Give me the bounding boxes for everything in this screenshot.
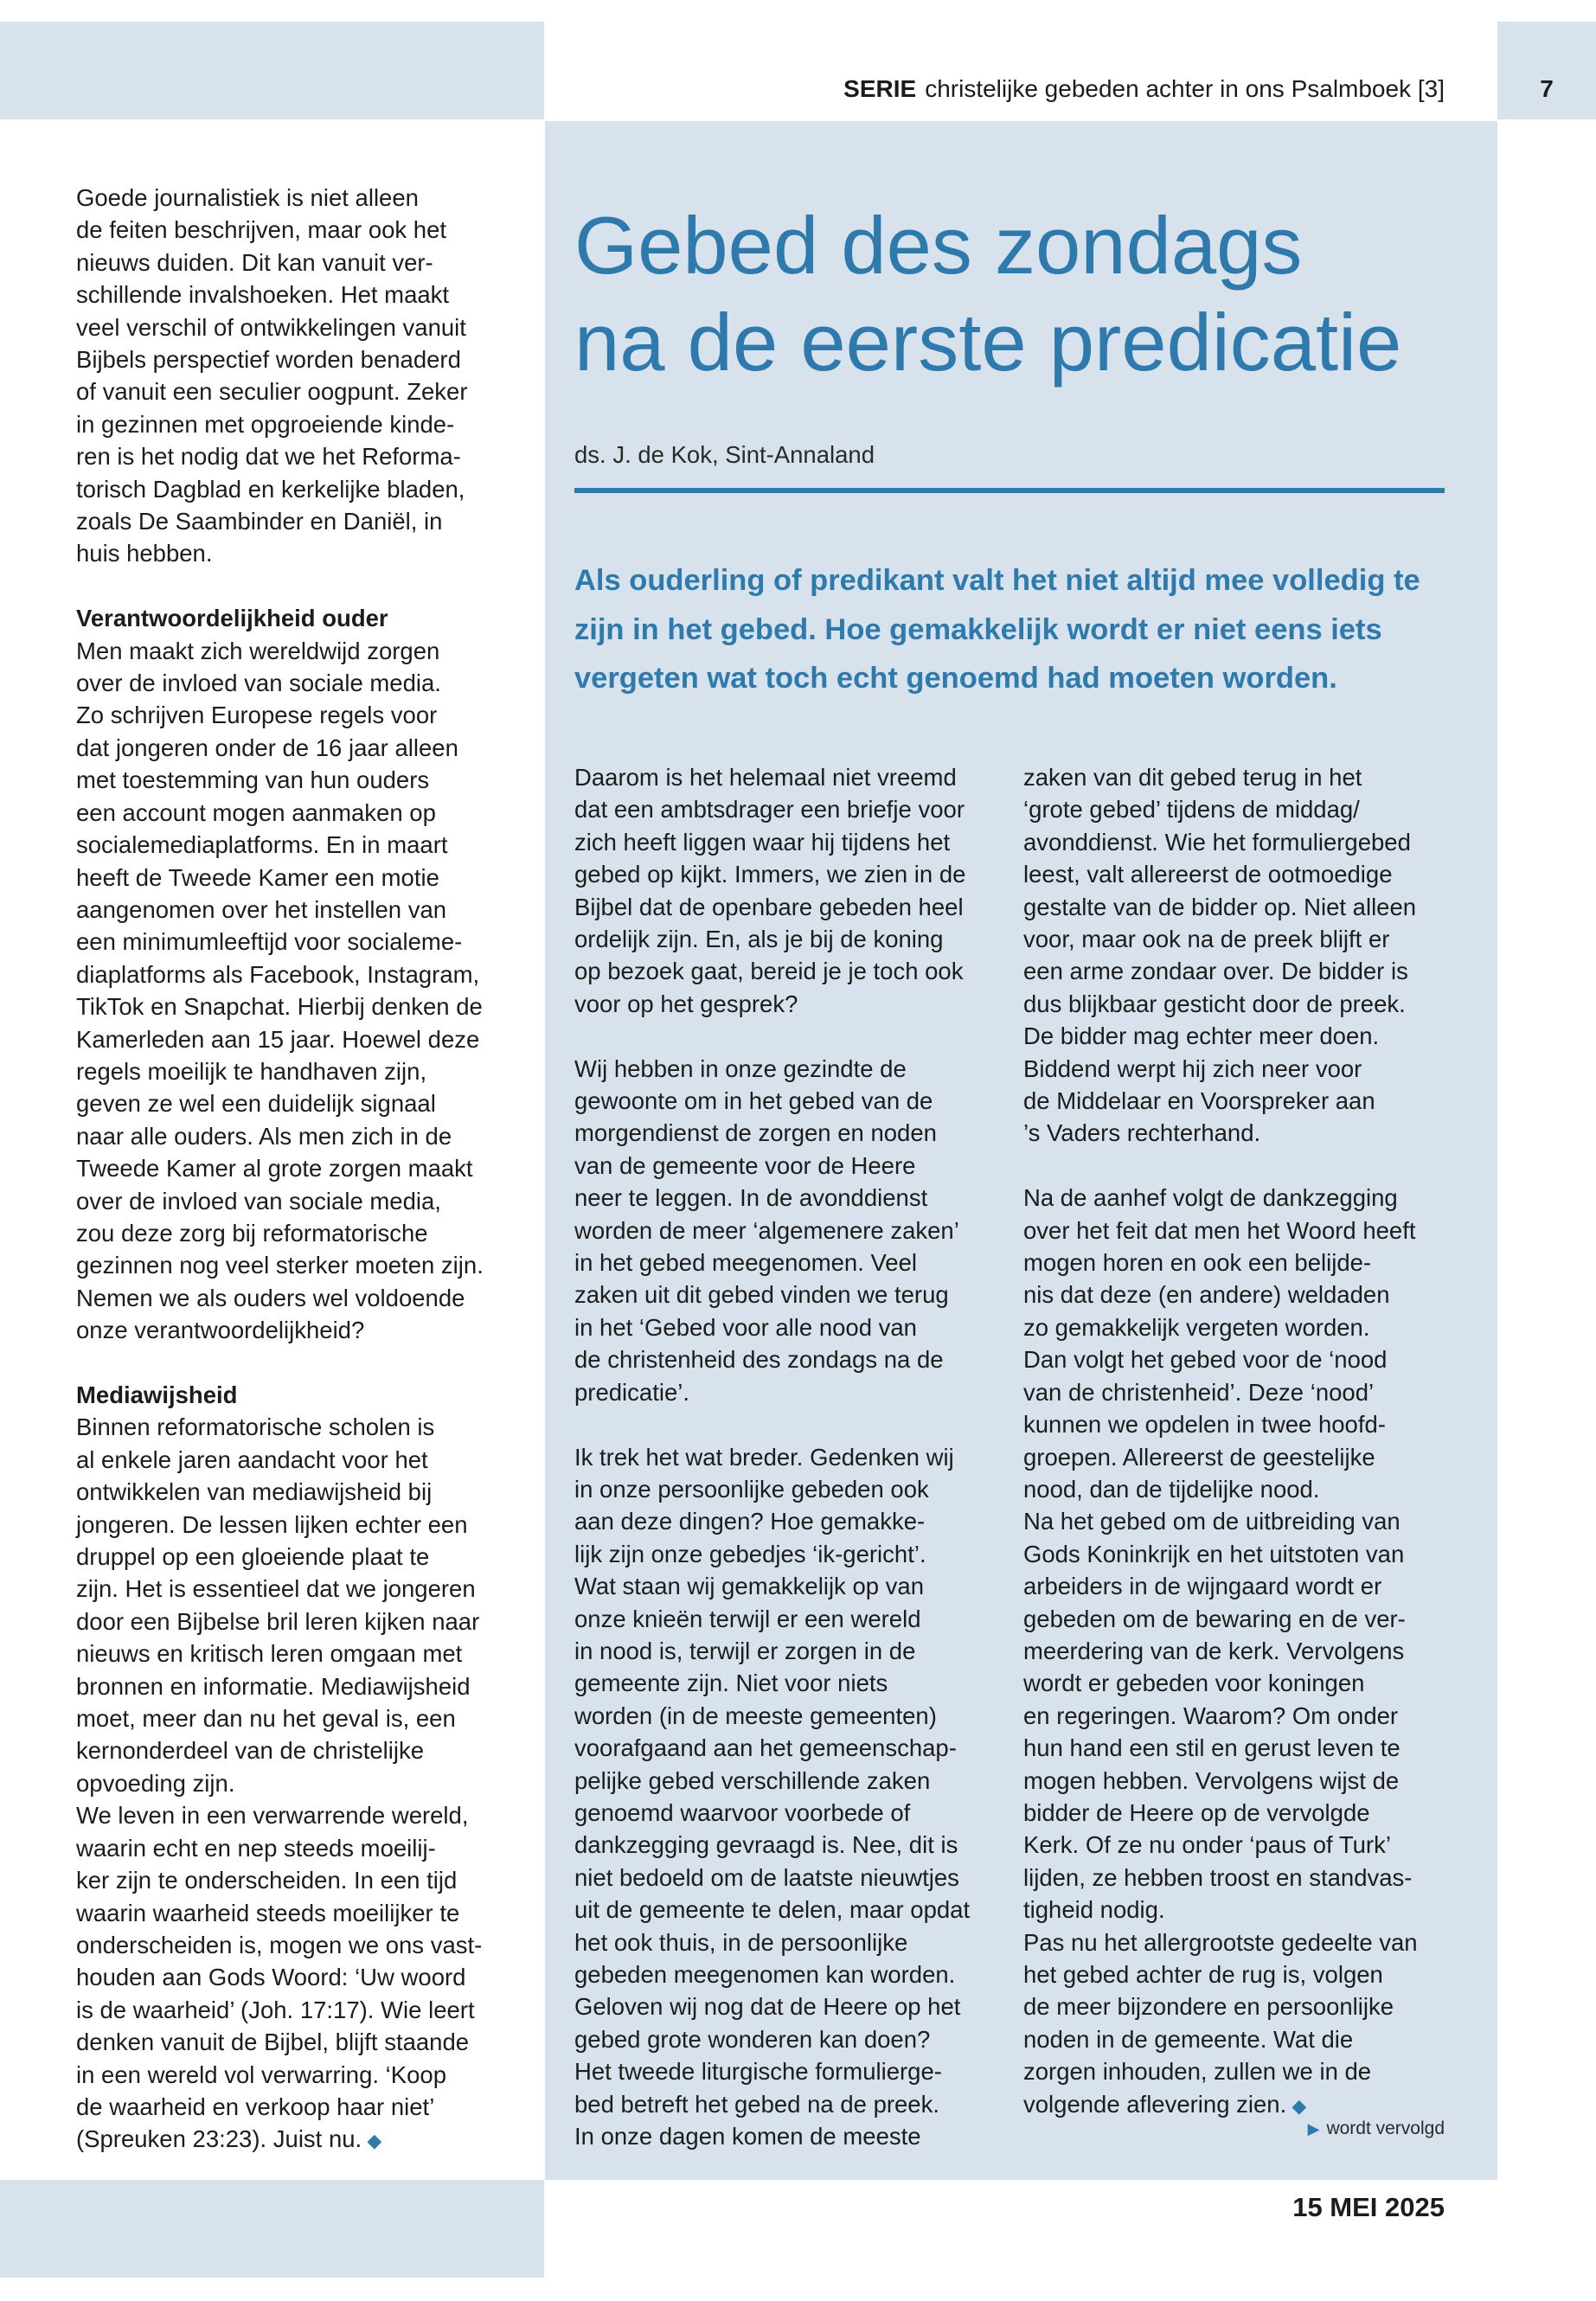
continued-label: wordt vervolgd: [1326, 2118, 1445, 2138]
text-line: onze verantwoordelijkheid?: [76, 1317, 365, 1344]
text-line: We leven in een verwarrende wereld,: [76, 1802, 469, 1830]
text-line: In onze dagen komen de meeste: [574, 2123, 921, 2150]
left-paragraph-4: [76, 1799, 526, 2157]
text-line: mogen hebben. Vervolgens wijst de: [1023, 1766, 1400, 1794]
text-line: niet bedoeld om de laatste nieuwtjes: [574, 1863, 959, 1891]
article-intro: [574, 556, 1457, 703]
text-line: neer te leggen. In de avonddienst: [574, 1184, 928, 1212]
article-title-line-1: Gebed des zondags: [574, 200, 1303, 291]
header-band-left: [0, 22, 544, 119]
text-line: zorgen inhouden, zullen we in de: [1023, 2058, 1372, 2086]
text-line: mogen horen en ook een belijde-: [1023, 1249, 1372, 1277]
article-title: [574, 197, 1474, 391]
text-line: gemeente zijn. Niet voor niets: [574, 1670, 888, 1697]
middle-paragraph-3: [574, 1441, 1007, 2153]
right-paragraph-4: [1023, 1926, 1465, 2122]
text-line: worden de meer ‘algemenere zaken’: [574, 1216, 959, 1244]
text-line: zou deze zorg bij reformatorische: [76, 1219, 428, 1247]
text-line: gebeden meegenomen kan worden.: [574, 1961, 956, 1988]
text-line: volgende aflevering zien. ◆: [1023, 2090, 1307, 2118]
text-line: over de invloed van sociale media,: [76, 1187, 441, 1215]
text-line: kunnen we opdelen in twee hoofd-: [1023, 1411, 1386, 1439]
right-column: [1023, 761, 1465, 2122]
text-line: vergeten wat toch echt genoemd had moeten worden.: [574, 662, 1337, 695]
text-line: De bidder mag echter meer doen.: [1023, 1022, 1380, 1050]
left-column: [76, 182, 526, 2157]
page-number: 7: [1540, 75, 1554, 102]
text-line: Wij hebben in onze gezindte de: [574, 1054, 907, 1082]
text-line: in gezinnen met opgroeiende kinde-: [76, 410, 455, 438]
text-line: Als ouderling of predikant valt het niet altijd mee volledig te: [574, 564, 1420, 597]
text-line: Het tweede liturgische formulierge-: [574, 2058, 942, 2086]
right-paragraph-3: [1023, 1505, 1465, 1926]
text-line: Zo schrijven Europese regels voor: [76, 702, 438, 729]
footer-band-left: [0, 2180, 544, 2278]
text-line: pelijke gebed verschillende zaken: [574, 1766, 931, 1794]
left-paragraph-3: [76, 1411, 526, 1799]
text-line: Na de aanhef volgt de dankzegging: [1023, 1184, 1398, 1212]
text-line: ‘grote gebed’ tijdens de middag/: [1023, 796, 1360, 824]
text-line: ’s Vaders rechterhand.: [1023, 1119, 1261, 1147]
text-line: tigheid nodig.: [1023, 1896, 1165, 1924]
middle-column: [574, 761, 1007, 2152]
right-paragraph-1: [1023, 761, 1465, 1150]
text-line: dankzegging gevraagd is. Nee, dit is: [574, 1831, 958, 1859]
text-line: meerdering van de kerk. Vervolgens: [1023, 1637, 1405, 1664]
right-paragraph-2: [1023, 1182, 1465, 1505]
text-line: of vanuit een seculier oogpunt. Zeker: [76, 378, 468, 406]
text-line: Tweede Kamer al grote zorgen maakt: [76, 1155, 473, 1183]
text-line: van de gemeente voor de Heere: [574, 1151, 916, 1179]
text-line: in nood is, terwijl er zorgen in de: [574, 1637, 916, 1664]
text-line: aan deze dingen? Hoe gemakke-: [574, 1508, 926, 1535]
text-line: Binnen reformatorische scholen is: [76, 1413, 435, 1441]
text-line: denken vanuit de Bijbel, blijft staande: [76, 2029, 470, 2056]
text-line: nieuws en kritisch leren omgaan met: [76, 1640, 463, 1668]
continued-note: [1151, 2116, 1445, 2142]
text-line: onderscheiden is, mogen we ons vast-: [76, 1931, 483, 1958]
text-line: Geloven wij nog dat de Heere op het: [574, 1993, 961, 2021]
text-line: groepen. Allereerst de geestelijke: [1023, 1443, 1375, 1471]
text-line: bronnen en informatie. Mediawijsheid: [76, 1672, 471, 1700]
text-line: met toestemming van hun ouders: [76, 766, 430, 794]
text-line: dus blijkbaar gesticht door de preek.: [1023, 990, 1406, 1017]
text-line: genoemd waarvoor voorbede of: [574, 1798, 911, 1826]
text-line: een account mogen aanmaken op: [76, 798, 436, 826]
text-line: de feiten beschrijven, maar ook het: [76, 216, 447, 244]
subheading-verantwoordelijkheid: Verantwoordelijkheid ouder: [76, 605, 388, 632]
text-line: door een Bijbelse bril leren kijken naar: [76, 1607, 480, 1635]
text-line: gebeden om de bewaring en de ver-: [1023, 1605, 1406, 1632]
text-line: onze knieën terwijl er een wereld: [574, 1605, 921, 1632]
text-line: socialemediaplatforms. En in maart: [76, 831, 448, 859]
text-line: aangenomen over het instellen van: [76, 895, 447, 923]
text-line: Kamerleden aan 15 jaar. Hoewel deze: [76, 1025, 480, 1053]
text-line: over de invloed van sociale media.: [76, 670, 441, 697]
text-line: Gods Koninkrijk en het uitstoten van: [1023, 1540, 1405, 1567]
text-line: Daarom is het helemaal niet vreemd: [574, 764, 957, 791]
text-line: is de waarheid’ (Joh. 17:17). Wie leert: [76, 1996, 475, 2023]
text-line: van de christenheid’. Deze ‘nood’: [1023, 1378, 1375, 1406]
text-line: uit de gemeente te delen, maar opdat: [574, 1896, 971, 1924]
text-line: voor, maar ook na de preek blijft er: [1023, 926, 1390, 953]
text-line: jongeren. De lessen lijken echter een: [76, 1510, 468, 1538]
text-line: op bezoek gaat, bereid je je toch ook: [574, 958, 964, 985]
text-line: in het gebed meegenomen. Veel: [574, 1249, 917, 1277]
text-line: noden in de gemeente. Wat die: [1023, 2025, 1354, 2053]
text-line: Dan volgt het gebed voor de ‘nood: [1023, 1346, 1388, 1374]
text-line: Pas nu het allergrootste gedeelte van: [1023, 1928, 1418, 1956]
text-line: wordt er gebeden voor koningen: [1023, 1670, 1365, 1697]
text-line: Goede journalistiek is niet alleen: [76, 184, 419, 211]
text-line: Ik trek het wat breder. Gedenken wij: [574, 1443, 954, 1471]
text-line: zoals De Saambinder en Daniël, in: [76, 508, 443, 535]
text-line: ordelijk zijn. En, als je bij de koning: [574, 926, 944, 953]
text-line: schillende invalshoeken. Het maakt: [76, 281, 450, 309]
text-line: hun hand een stil en gerust leven te: [1023, 1734, 1401, 1762]
text-line: zo gemakkelijk vergeten worden.: [1023, 1313, 1370, 1341]
text-line: nis dat deze (en andere) weldaden: [1023, 1281, 1390, 1309]
middle-paragraph-2: [574, 1053, 1007, 1408]
text-line: leest, valt allereerst de ootmoedige: [1023, 861, 1393, 888]
text-line: zaken van dit gebed terug in het: [1023, 764, 1362, 791]
text-line: moet, meer dan nu het geval is, een: [76, 1705, 456, 1733]
text-line: het gebed achter de rug is, volgen: [1023, 1961, 1383, 1989]
text-line: in het ‘Gebed voor alle nood van: [574, 1313, 917, 1341]
end-mark-icon: ◆: [1286, 2094, 1307, 2117]
text-line: zijn in het gebed. Hoe gemakkelijk wordt er niet eens iets: [574, 612, 1382, 646]
left-paragraph-2: [76, 635, 526, 1347]
text-line: Men maakt zich wereldwijd zorgen: [76, 637, 440, 664]
text-line: druppel op een gloeiende plaat te: [76, 1543, 430, 1571]
text-line: in onze persoonlijke gebeden ook: [574, 1475, 929, 1503]
text-line: (Spreuken 23:23). Juist nu. ◆: [76, 2125, 382, 2153]
text-line: het ook thuis, in de persoonlijke: [574, 1928, 908, 1956]
text-line: lijk zijn onze gebedjes ‘ik-gericht’.: [574, 1540, 926, 1567]
text-line: over het feit dat men het Woord heeft: [1023, 1216, 1416, 1244]
middle-paragraph-1: [574, 761, 1007, 1020]
text-line: dat een ambtsdrager een briefje voor: [574, 796, 965, 824]
text-line: diaplatforms als Facebook, Instagram,: [76, 960, 480, 988]
text-line: geven ze wel een duidelijk signaal: [76, 1090, 436, 1118]
text-line: ren is het nodig dat we het Reforma-: [76, 443, 461, 471]
text-line: kernonderdeel van de christelijke: [76, 1737, 425, 1765]
text-line: gezinnen nog veel sterker moeten zijn.: [76, 1252, 484, 1279]
series-label: SERIE: [843, 75, 917, 102]
text-line: opvoeding zijn.: [76, 1769, 235, 1797]
text-line: torisch Dagblad en kerkelijke bladen,: [76, 475, 465, 503]
text-line: waarin waarheid steeds moeilijker te: [76, 1899, 460, 1926]
subheading-mediawijsheid: Mediawijsheid: [76, 1381, 238, 1408]
issue-date: 15 MEI 2025: [1292, 2192, 1445, 2222]
text-line: veel verschil of ontwikkelingen vanuit: [76, 313, 466, 341]
text-line: worden (in de meeste gemeenten): [574, 1702, 937, 1729]
article-title-line-2: na de eerste predicatie: [574, 297, 1402, 388]
text-line: gebed grote wonderen kan doen?: [574, 2025, 931, 2053]
text-line: zijn. Het is essentieel dat we jongeren: [76, 1575, 476, 1603]
running-header: [545, 73, 1445, 106]
text-line: morgendienst de zorgen en noden: [574, 1119, 937, 1147]
text-line: dat jongeren onder de 16 jaar alleen: [76, 734, 458, 761]
text-line: waarin echt en nep steeds moeilij-: [76, 1834, 436, 1862]
text-line: huis hebben.: [76, 540, 213, 567]
text-line: de waarheid en verkoop haar niet’: [76, 2093, 435, 2120]
text-line: Nemen we als ouders wel voldoende: [76, 1284, 465, 1311]
text-line: bed betreft het gebed na de preek.: [574, 2090, 939, 2118]
text-line: voor op het gesprek?: [574, 990, 798, 1017]
text-line: voorafgaand aan het gemeenschap-: [574, 1734, 957, 1762]
text-line: bidder de Heere op de vervolgde: [1023, 1798, 1370, 1826]
text-line: avonddienst. Wie het formuliergebed: [1023, 828, 1411, 856]
text-line: TikTok en Snapchat. Hierbij denken de: [76, 993, 483, 1021]
text-line: al enkele jaren aandacht voor het: [76, 1445, 428, 1473]
text-line: Bijbel dat de openbare gebeden heel: [574, 893, 964, 920]
text-line: Biddend werpt hij zich neer voor: [1023, 1054, 1362, 1082]
text-line: zaken uit dit gebed vinden we terug: [574, 1281, 949, 1309]
text-line: nood, dan de tijdelijke nood.: [1023, 1475, 1320, 1503]
text-line: nieuws duiden. Dit kan vanuit ver-: [76, 248, 433, 276]
text-line: predicatie’.: [574, 1378, 689, 1406]
text-line: houden aan Gods Woord: ‘Uw woord: [76, 1964, 466, 1991]
text-line: de meer bijzondere en persoonlijke: [1023, 1993, 1394, 2021]
end-mark-icon: ◆: [362, 2130, 382, 2152]
text-line: en regeringen. Waarom? Om onder: [1023, 1702, 1399, 1729]
byline: ds. J. de Kok, Sint-Annaland: [574, 441, 875, 468]
text-line: een arme zondaar over. De bidder is: [1023, 958, 1408, 985]
text-line: gebed op kijkt. Immers, we zien in de: [574, 861, 966, 888]
text-line: heeft de Tweede Kamer een motie: [76, 863, 439, 891]
left-paragraph-1: [76, 182, 526, 570]
text-line: lijden, ze hebben troost en standvas-: [1023, 1863, 1413, 1891]
continued-arrow-icon: ▶: [1307, 2120, 1320, 2138]
text-line: de christenheid des zondags na de: [574, 1346, 944, 1374]
text-line: de Middelaar en Voorspreker aan: [1023, 1087, 1375, 1115]
text-line: Wat staan wij gemakkelijk op van: [574, 1573, 925, 1600]
text-line: Na het gebed om de uitbreiding van: [1023, 1508, 1401, 1535]
text-line: zich heeft liggen waar hij tijdens het: [574, 828, 951, 856]
text-line: Kerk. Of ze nu onder ‘paus of Turk’: [1023, 1831, 1391, 1859]
text-line: in een wereld vol verwarring. ‘Koop: [76, 2061, 446, 2088]
text-line: gestalte van de bidder op. Niet alleen: [1023, 893, 1417, 920]
text-line: gewoonte om in het gebed van de: [574, 1087, 933, 1115]
text-line: Bijbels perspectief worden benaderd: [76, 346, 461, 374]
text-line: ker zijn te onderscheiden. In een tijd: [76, 1867, 458, 1894]
series-subtitle: christelijke gebeden achter in ons Psalmboek [3]: [925, 75, 1445, 102]
text-line: arbeiders in de wijngaard wordt er: [1023, 1573, 1382, 1600]
text-line: een minimumleeftijd voor socialeme-: [76, 928, 463, 956]
title-divider: [574, 488, 1445, 493]
text-line: naar alle ouders. Als men zich in de: [76, 1122, 452, 1150]
text-line: ontwikkelen van mediawijsheid bij: [76, 1478, 433, 1506]
text-line: regels moeilijk te handhaven zijn,: [76, 1057, 427, 1085]
